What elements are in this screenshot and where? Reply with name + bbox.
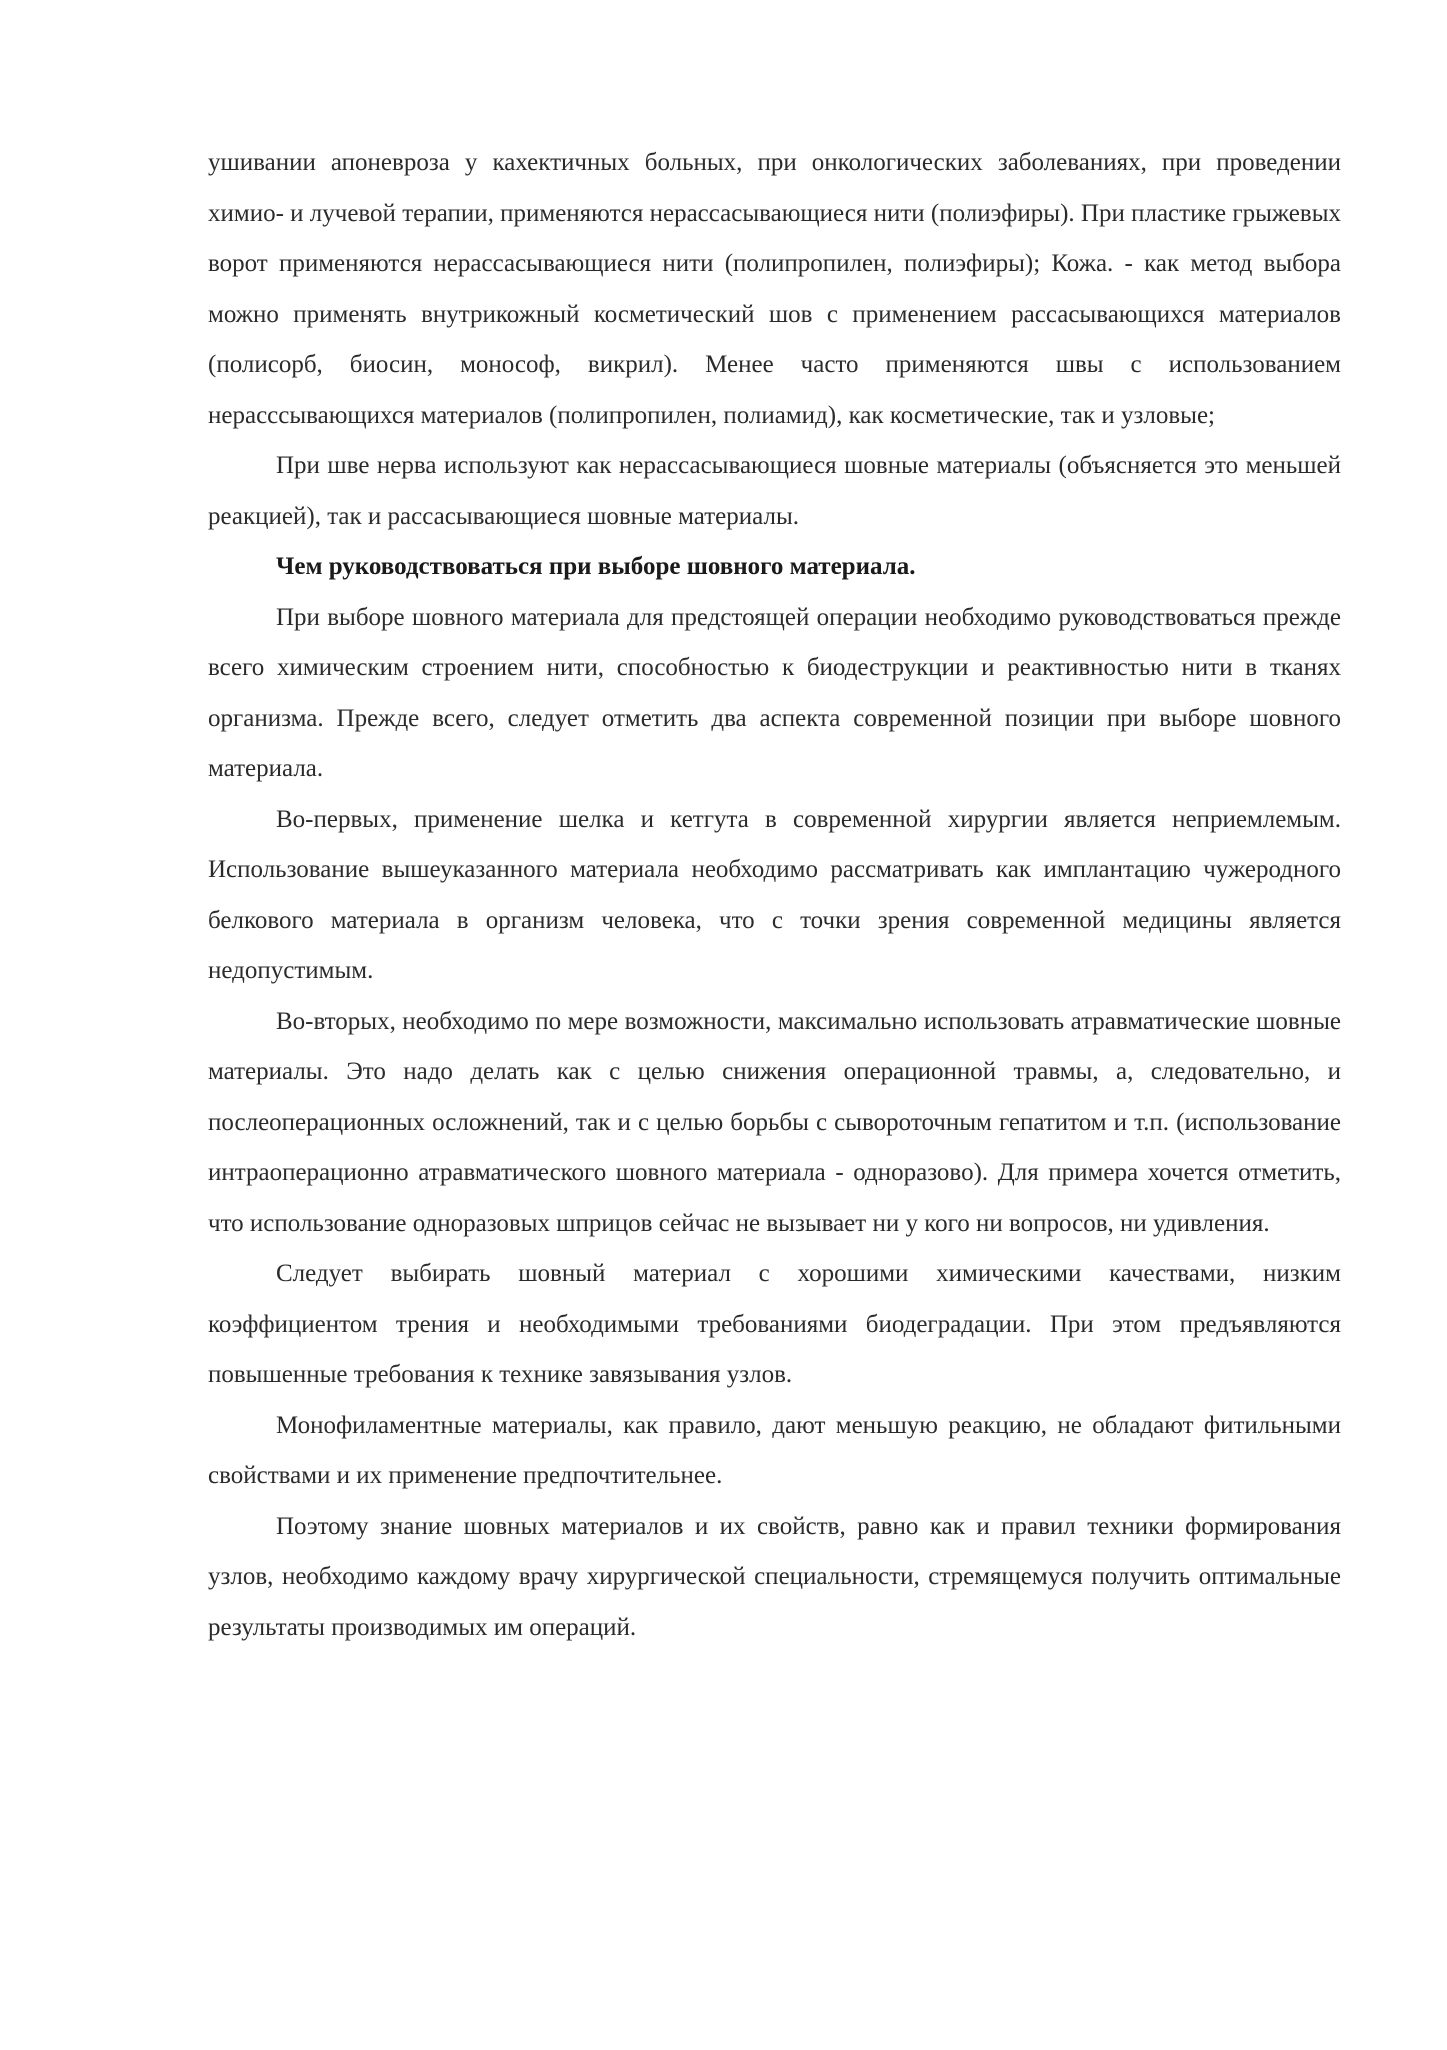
paragraph-conclusion: Поэтому знание шовных материалов и их свойств, равно как и правил техники формирования узлов, необходимо каждому врачу хирургической специальности, стремящемуся получить оптимальные результаты производимых им операций. — [208, 1512, 1341, 1641]
paragraph-monofilament: Монофиламентные материалы, как правило, дают меньшую реакцию, не обладают фитильными свойствами и их применение предпочтительнее. — [208, 1411, 1341, 1489]
paragraph-secondly: Во-вторых, необходимо по мере возможности, максимально использовать атравматические шовные материалы. Это надо делать как с целью снижения операционной травмы, а, следовательно, и послеоперационных осложнений, так и с целью борьбы с сывороточным гепатитом и т.п. (использование интраоперационно атравматического шовного материала - одноразово). Для примера хочется отметить, что использование одноразовых шприцов сейчас не вызывает ни у кого ни вопросов, ни удивления. — [208, 1007, 1341, 1237]
paragraph-chemical-qualities: Следует выбирать шовный материал с хорошими химическими качествами, низким коэффициентом трения и необходимыми требованиями биодеградации. При этом предъявляются повышенные требования к технике завязывания узлов. — [208, 1260, 1341, 1388]
paragraph-continuation: ушивании апоневроза у кахектичных больных, при онкологических заболеваниях, при проведении химио- и лучевой терапии, применяются нерассасывающиеся нити (полиэфиры). При пластике грыжевых ворот применяются нерассасывающиеся нити (полипропилен, полиэфиры); Кожа. - как метод выбора можно применять внутрикожный косметический шов с применением рассасывающихся материалов (полисорб, биосин, монософ, викрил). Менее часто применяются швы с использованием нерасссывающихся материалов (полипропилен, полиамид), как косметические, так и узловые; — [208, 149, 1342, 429]
paragraph-nerve-suture: При шве нерва используют как нерассасывающиеся шовные материалы (объясняется это меньшей реакцией), так и рассасывающиеся шовные материалы. — [208, 452, 1341, 530]
paragraph-selection-criteria: При выборе шовного материала для предстоящей операции необходимо руководствоваться прежде всего химическим строением нити, способностью к биодеструкции и реактивностью нити в тканях организма. Прежде всего, следует отметить два аспекта современной позиции при выборе шовного материала. — [208, 603, 1341, 782]
paragraph-firstly: Во-первых, применение шелка и кетгута в современной хирургии является неприемлемым. Использование вышеуказанного материала необходимо рассматривать как имплантацию чужеродного белкового материала в организм человека, что с точки зрения современной медицины является недопустимым. — [208, 805, 1341, 984]
section-heading: Чем руководствоваться при выборе шовного материала. — [276, 553, 916, 580]
document-body — [208, 138, 1341, 1653]
